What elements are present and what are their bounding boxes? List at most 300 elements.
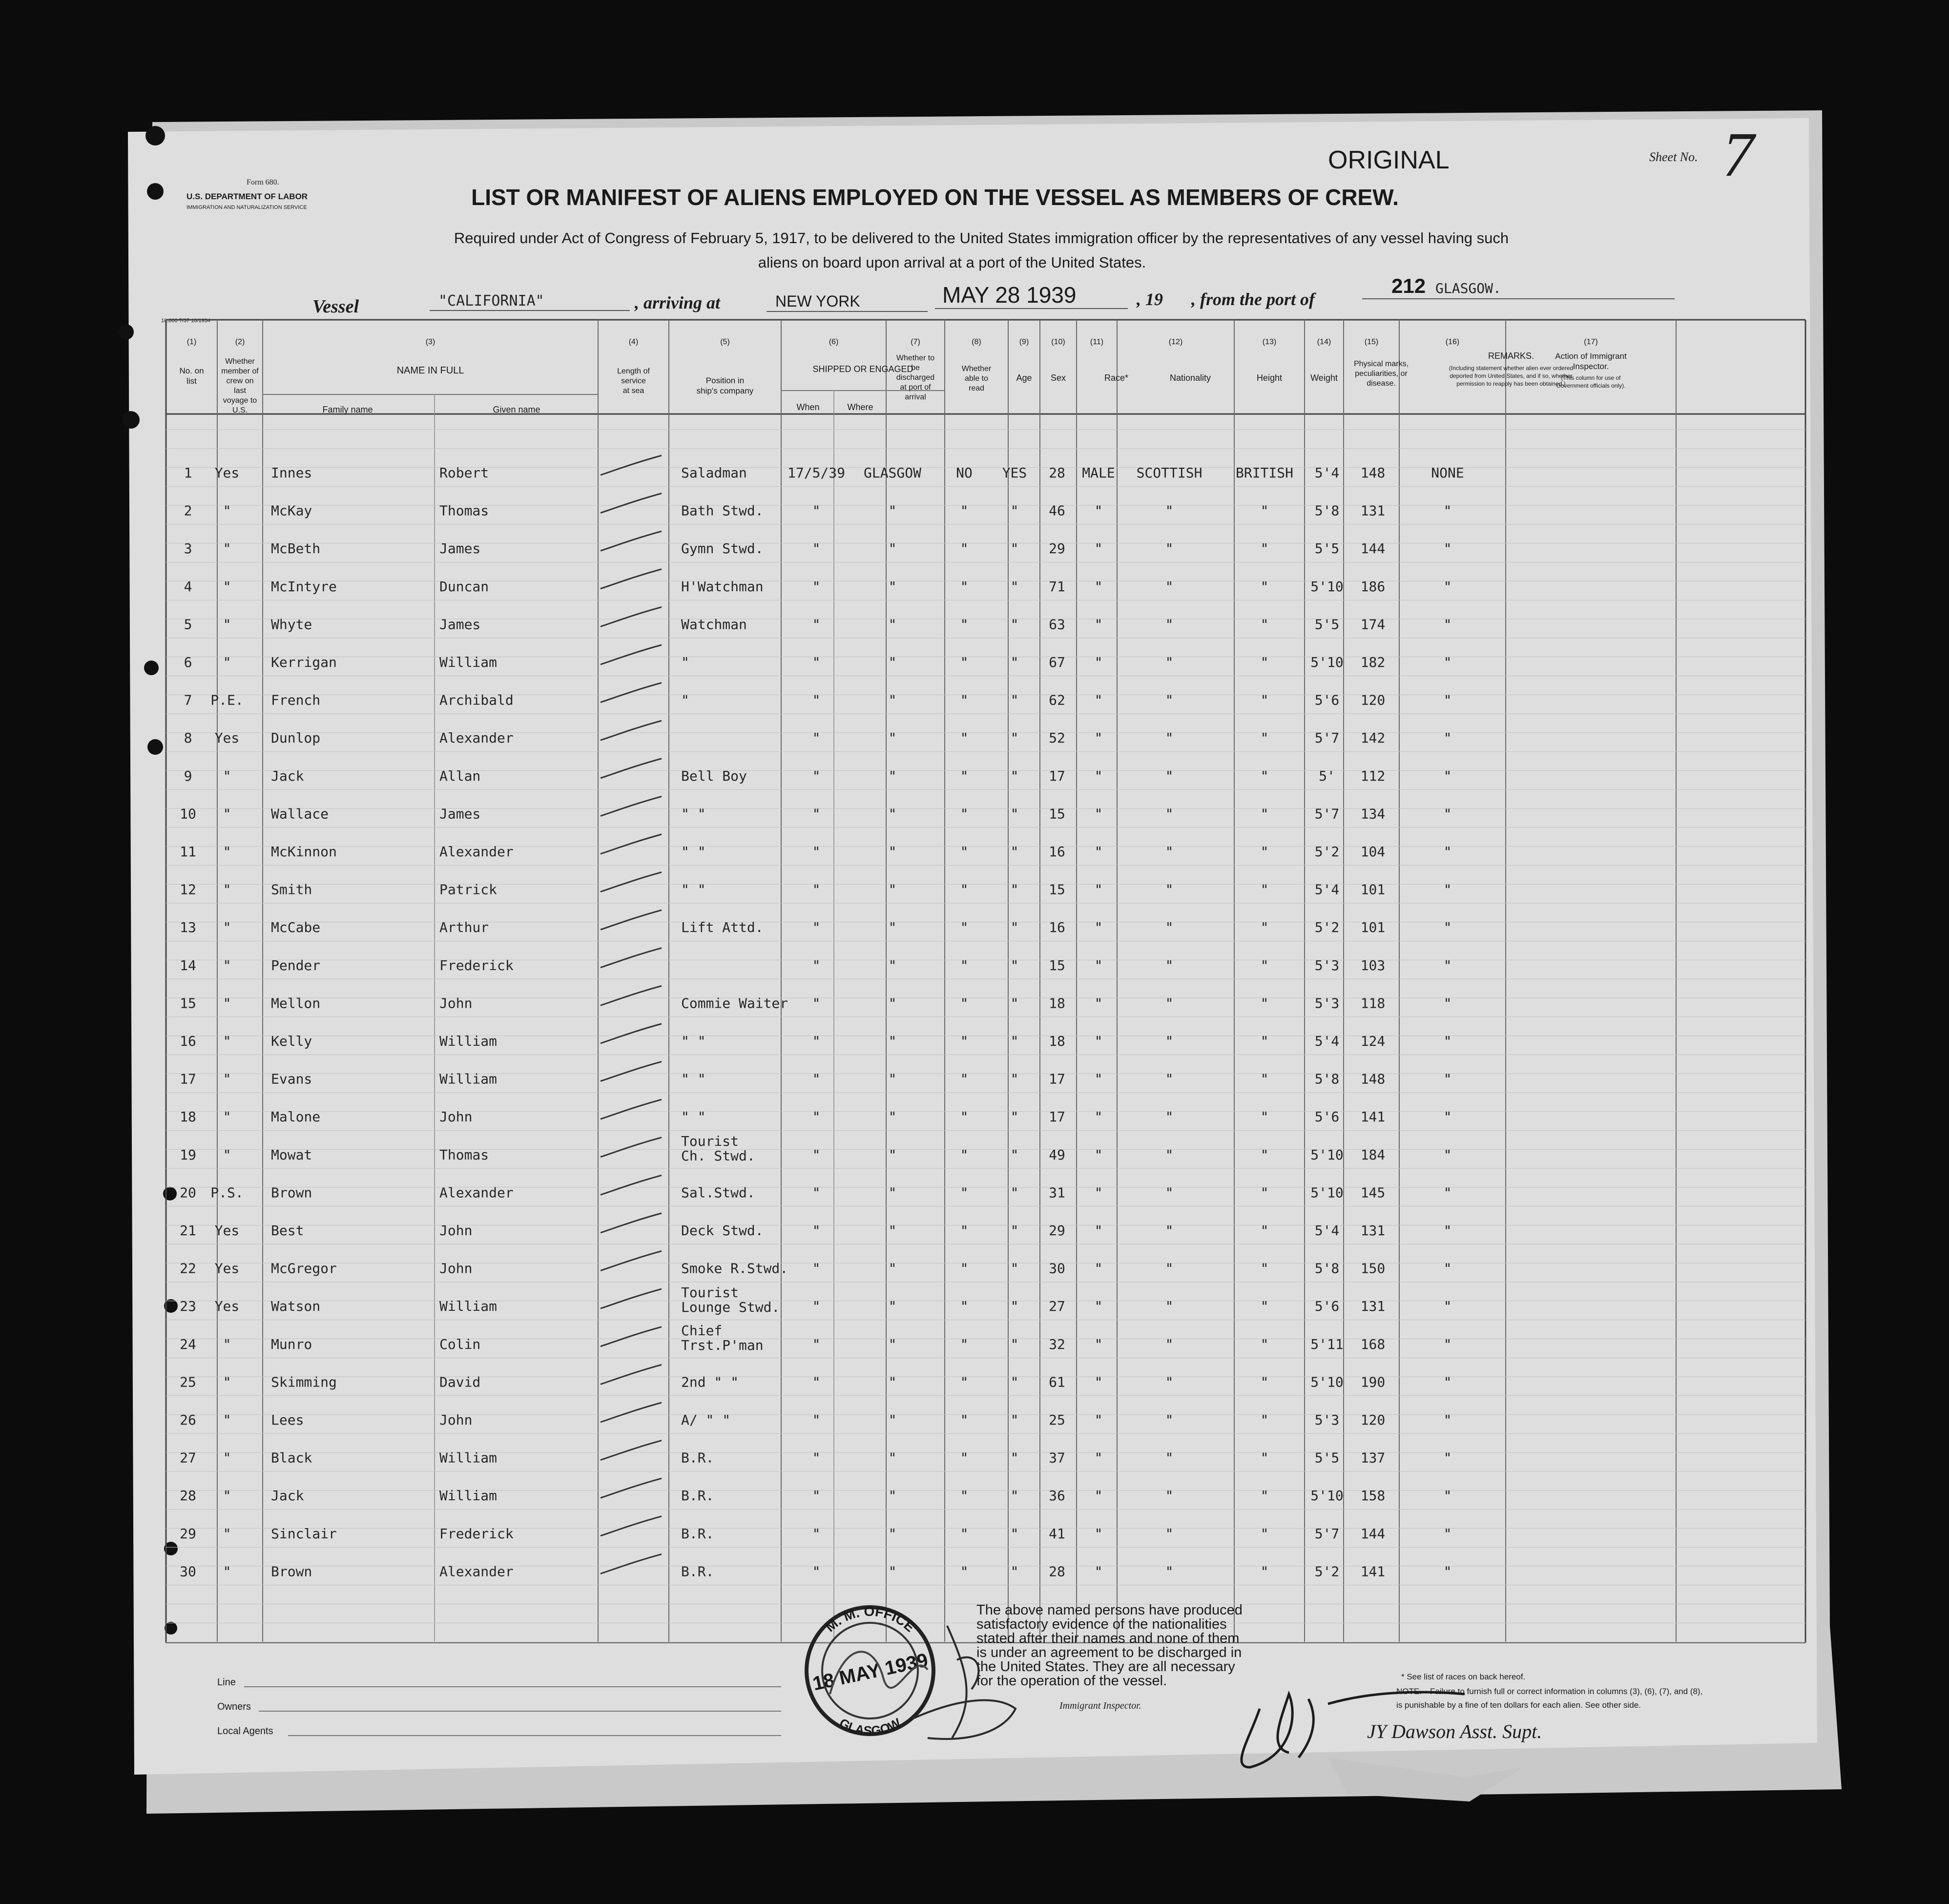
cell-marks: " [1443, 1412, 1452, 1428]
cell-read: " [1010, 1374, 1019, 1390]
cell-weight: 148 [1360, 465, 1386, 481]
cell-given: William [439, 1488, 498, 1504]
cell-read: " [1010, 844, 1019, 860]
cell-marks: " [1443, 767, 1452, 784]
cell-no: 28 [180, 1488, 196, 1504]
cell-when: " [812, 1146, 821, 1163]
cell-no: 14 [180, 957, 196, 973]
cell-height: 5'2 [1314, 1563, 1340, 1580]
header-height: Height [1256, 373, 1283, 383]
column-number: (8) [972, 338, 981, 346]
header-physical-marks: peculiarities, or [1355, 370, 1408, 378]
column-number: (7) [911, 338, 920, 346]
header-race: Race* [1104, 373, 1129, 383]
header-shipped-engaged: SHIPPED OR ENGAGED [812, 364, 913, 374]
cell-nationality: " [1260, 1336, 1269, 1352]
column-number: (11) [1090, 338, 1104, 346]
cell-height: 5'7 [1314, 730, 1340, 746]
cell-no: 15 [180, 995, 196, 1012]
cell-read: " [1010, 1109, 1019, 1125]
cell-given: William [439, 1298, 498, 1315]
cell-race: " [1165, 1449, 1174, 1466]
cell-race: " [1165, 1298, 1174, 1315]
cell-sex: " [1094, 1109, 1103, 1125]
cell-race: " [1165, 1488, 1174, 1504]
header-able-to-read: read [968, 384, 985, 393]
cell-no: 22 [180, 1260, 196, 1277]
cell-given: Duncan [439, 578, 489, 595]
cell-read: YES [1002, 465, 1027, 481]
cell-family: Kerrigan [271, 654, 337, 670]
cell-sex: " [1094, 844, 1103, 860]
cell-weight: 101 [1360, 881, 1386, 898]
cell-family: Wallace [271, 806, 329, 822]
cell-position: " " [681, 1109, 706, 1125]
cell-last: " [223, 767, 231, 784]
cell-when: " [812, 654, 821, 670]
cell-when: " [812, 1071, 821, 1087]
cell-sex: " [1094, 806, 1103, 822]
column-number: (1) [187, 338, 197, 346]
column-number: (5) [720, 338, 730, 346]
statement-line: satisfactory evidence of the nationalities [976, 1616, 1227, 1632]
cell-no: 29 [180, 1525, 196, 1542]
cell-family: McKinnon [271, 844, 337, 860]
cell-race: " [1165, 616, 1174, 633]
cell-no: 25 [180, 1374, 196, 1390]
cell-discharged: " [960, 1449, 969, 1466]
cell-when: " [812, 919, 821, 936]
cell-given: John [439, 1109, 473, 1125]
cell-sex: " [1094, 1336, 1103, 1352]
cell-race: " [1165, 730, 1174, 746]
cell-marks: " [1443, 844, 1452, 860]
cell-nationality: " [1260, 578, 1269, 595]
cell-read: " [1010, 730, 1019, 746]
cell-read: " [1010, 1563, 1019, 1580]
cell-weight: 144 [1360, 1525, 1386, 1542]
header-physical-marks: disease. [1367, 379, 1396, 388]
signature-text: JY Dawson Asst. Supt. [1367, 1720, 1542, 1742]
cell-last: " [223, 995, 231, 1012]
cell-discharged: " [960, 1412, 969, 1428]
column-number: (4) [628, 338, 639, 346]
header-when: When [796, 402, 820, 412]
cell-position: Lounge Stwd. [681, 1299, 780, 1316]
cell-marks: NONE [1431, 465, 1464, 481]
cell-age: 15 [1049, 957, 1065, 973]
cell-discharged: " [960, 957, 969, 973]
column-number: (10) [1051, 338, 1065, 346]
cell-no: 7 [184, 692, 192, 708]
cell-sex: " [1094, 1146, 1103, 1163]
cell-where: " [888, 1412, 897, 1428]
header-last-voyage: voyage to [223, 396, 257, 405]
cell-where: " [888, 1449, 897, 1466]
cell-marks: " [1443, 1184, 1452, 1201]
cell-where: " [888, 1374, 897, 1390]
cell-family: Whyte [271, 616, 312, 633]
arriving-label: , arriving at [635, 293, 721, 312]
cell-marks: " [1443, 692, 1452, 708]
cell-marks: " [1443, 1525, 1452, 1542]
cell-last: P.S. [210, 1184, 244, 1201]
cell-marks: " [1443, 1109, 1452, 1125]
cell-family: Dunlop [271, 730, 321, 746]
cell-where: " [888, 654, 897, 670]
cell-when: " [812, 995, 821, 1012]
cell-where: " [888, 957, 897, 973]
cell-marks: " [1443, 1071, 1452, 1087]
cell-height: 5'10 [1310, 1184, 1344, 1201]
cell-position: Sal.Stwd. [681, 1184, 755, 1201]
cell-no: 21 [180, 1222, 196, 1239]
column-number: (17) [1584, 338, 1598, 346]
cell-race: " [1165, 692, 1174, 708]
cell-last: " [223, 1033, 231, 1049]
page-title: LIST OR MANIFEST OF ALIENS EMPLOYED ON THE VESSEL AS MEMBERS OF CREW. [471, 185, 1399, 210]
statement-line: is under an agreement to be discharged in [976, 1645, 1242, 1660]
cell-position: Bath Stwd. [681, 502, 764, 519]
header-length-of-service: Length of [617, 367, 650, 375]
cell-nationality: " [1260, 1488, 1269, 1504]
cell-read: " [1010, 654, 1019, 670]
cell-last: " [223, 616, 231, 633]
cell-age: 15 [1049, 806, 1065, 822]
original-stamp: ORIGINAL [1328, 146, 1450, 174]
cell-discharged: " [960, 1298, 969, 1315]
cell-read: " [1010, 806, 1019, 822]
header-last-voyage: Whether [225, 357, 255, 366]
cell-sex: " [1094, 578, 1103, 595]
cell-no: 2 [184, 502, 192, 519]
cell-no: 27 [180, 1449, 196, 1466]
header-discharged: discharged [896, 373, 935, 382]
cell-position: Ch. Stwd. [681, 1147, 755, 1164]
cell-height: 5'6 [1314, 1109, 1340, 1125]
cell-position: " " [681, 881, 706, 898]
cell-weight: 131 [1360, 502, 1386, 519]
cell-where: " [888, 1298, 897, 1315]
cell-nationality: " [1260, 1146, 1269, 1163]
column-number: (15) [1364, 338, 1379, 346]
cell-discharged: " [960, 1222, 969, 1239]
cell-family: Black [271, 1449, 312, 1466]
column-number: (6) [829, 338, 839, 346]
cell-weight: 184 [1360, 1146, 1386, 1163]
cell-weight: 150 [1360, 1260, 1386, 1277]
from-port: GLASGOW. [1435, 280, 1501, 296]
header-remarks: REMARKS. [1488, 351, 1534, 361]
cell-no: 8 [184, 730, 192, 746]
cell-age: 52 [1049, 730, 1065, 746]
cell-read: " [1010, 1222, 1019, 1239]
cell-where: " [888, 1146, 897, 1163]
cell-where: " [888, 1525, 897, 1542]
cell-when: " [812, 578, 821, 595]
cell-nationality: " [1260, 844, 1269, 860]
cell-when: " [812, 1184, 821, 1201]
cell-age: 67 [1049, 654, 1065, 670]
column-number: (12) [1168, 338, 1183, 346]
cell-last: " [223, 881, 231, 898]
cell-where: " [888, 1033, 897, 1049]
cell-nationality: " [1260, 1563, 1269, 1580]
cell-age: 25 [1049, 1412, 1065, 1428]
cell-where: " [888, 578, 897, 595]
cell-position: Watchman [681, 616, 747, 633]
cell-age: 41 [1049, 1525, 1065, 1542]
cell-marks: " [1443, 1374, 1452, 1390]
cell-race: " [1165, 919, 1174, 936]
cell-discharged: " [960, 995, 969, 1012]
cell-marks: " [1443, 730, 1452, 746]
header-able-to-read: Whether [961, 365, 992, 373]
cell-sex: " [1094, 919, 1103, 936]
header-length-of-service: at sea [622, 387, 644, 395]
cell-marks: " [1443, 616, 1452, 633]
cell-where: GLASGOW [863, 465, 922, 481]
cell-no: 30 [180, 1563, 196, 1580]
cell-family: Jack [271, 1488, 304, 1504]
cell-last: " [223, 1071, 231, 1087]
cell-family: McIntyre [271, 578, 337, 595]
cell-position: Commie Waiter [681, 995, 788, 1012]
cell-weight: 174 [1360, 616, 1386, 633]
header-inspector-action: Action of Immigrant [1555, 352, 1627, 361]
cell-height: 5'11 [1310, 1336, 1344, 1352]
cell-nationality: " [1260, 1109, 1269, 1125]
cell-given: James [439, 616, 481, 633]
form-number: Form 680. [247, 178, 279, 186]
arriving-port: NEW YORK [775, 292, 860, 310]
cell-when: " [812, 1298, 821, 1315]
cell-discharged: " [960, 692, 969, 708]
cell-read: " [1010, 1488, 1019, 1504]
cell-age: 49 [1049, 1146, 1065, 1163]
cell-position: Deck Stwd. [681, 1222, 764, 1239]
cell-discharged: " [960, 806, 969, 822]
cell-given: Alexander [439, 1184, 514, 1201]
cell-read: " [1010, 881, 1019, 898]
cell-read: " [1010, 1260, 1019, 1277]
cell-age: 30 [1049, 1260, 1065, 1277]
cell-nationality: " [1260, 957, 1269, 973]
cell-when: " [812, 1374, 821, 1390]
cell-position: A/ " " [681, 1412, 731, 1428]
cell-marks: " [1443, 881, 1452, 898]
cell-race: " [1165, 1184, 1174, 1201]
cell-age: 18 [1049, 995, 1065, 1012]
statement-line: The above named persons have produced [976, 1602, 1243, 1618]
cell-sex: " [1094, 1033, 1103, 1049]
cell-read: " [1010, 1184, 1019, 1201]
cell-nationality: " [1260, 806, 1269, 822]
vessel-name: "CALIFORNIA" [438, 292, 544, 310]
header-position: ship's company [696, 386, 754, 395]
cell-weight: 144 [1360, 540, 1386, 557]
cell-sex: " [1094, 1412, 1103, 1428]
cell-age: 17 [1049, 1109, 1065, 1125]
cell-nationality: " [1260, 995, 1269, 1012]
cell-age: 17 [1049, 767, 1065, 784]
cell-where: " [888, 919, 897, 936]
header-discharged: at port of [900, 383, 931, 392]
cell-weight: 145 [1360, 1184, 1386, 1201]
cell-nationality: " [1260, 654, 1269, 670]
cell-no: 20 [180, 1184, 196, 1201]
cell-position: Bell Boy [681, 767, 747, 784]
cell-nationality: " [1260, 1184, 1269, 1201]
cell-weight: 137 [1360, 1449, 1386, 1466]
cell-given: Patrick [439, 881, 498, 898]
cell-nationality: " [1260, 919, 1269, 936]
header-last-voyage: crew on [226, 377, 254, 385]
cell-family: French [271, 692, 321, 708]
cell-family: Sinclair [271, 1525, 337, 1542]
cell-position: H'Watchman [681, 578, 764, 595]
cell-discharged: NO [956, 465, 973, 481]
cell-when: " [812, 1488, 821, 1504]
cell-weight: 190 [1360, 1374, 1386, 1390]
cell-height: 5'7 [1314, 806, 1340, 822]
column-number: (9) [1019, 338, 1029, 346]
cell-sex: " [1094, 1260, 1103, 1277]
cell-discharged: " [960, 1260, 969, 1277]
cell-age: 28 [1049, 465, 1065, 481]
cell-read: " [1010, 1412, 1019, 1428]
cell-given: Archibald [439, 692, 514, 708]
cell-last: " [223, 806, 231, 822]
header-where: Where [847, 402, 873, 412]
year-label: , 19 [1137, 290, 1163, 309]
cell-read: " [1010, 919, 1019, 936]
cell-given: Alexander [439, 730, 514, 746]
cell-family: Lees [271, 1412, 304, 1428]
cell-discharged: " [960, 1525, 969, 1542]
cell-race: " [1165, 1033, 1174, 1049]
cell-sex: " [1094, 1071, 1103, 1087]
cell-last: " [223, 540, 231, 557]
column-number: (16) [1445, 338, 1460, 346]
cell-family: Munro [271, 1336, 312, 1352]
cell-marks: " [1443, 502, 1452, 519]
cell-given: Colin [439, 1336, 481, 1352]
cell-when: " [812, 502, 821, 519]
cell-where: " [888, 1109, 897, 1125]
vessel-label: Vessel [312, 296, 359, 317]
cell-last: " [223, 1374, 231, 1390]
cell-height: 5'7 [1314, 1525, 1340, 1542]
cell-position: Saladman [681, 465, 747, 481]
header-no-on-list: No. on [179, 366, 204, 375]
cell-read: " [1010, 616, 1019, 633]
cell-marks: " [1443, 1260, 1452, 1277]
subtitle-line-1: Required under Act of Congress of February 5, 1917, to be delivered to the United States immigration officer by the representatives of any vessel having such [454, 229, 1509, 247]
cell-family: McKay [271, 502, 312, 519]
cell-read: " [1010, 578, 1019, 595]
cell-where: " [888, 616, 897, 633]
cell-weight: 141 [1360, 1563, 1386, 1580]
cell-when: " [812, 806, 821, 822]
cell-height: 5'6 [1314, 1298, 1340, 1315]
cell-weight: 101 [1360, 919, 1386, 936]
cell-race: " [1165, 1222, 1174, 1239]
cell-given: William [439, 1071, 498, 1087]
cell-weight: 134 [1360, 806, 1386, 822]
cell-weight: 131 [1360, 1222, 1386, 1239]
cell-discharged: " [960, 1336, 969, 1352]
cell-race: " [1165, 1260, 1174, 1277]
cell-discharged: " [960, 654, 969, 670]
cell-height: 5'8 [1314, 502, 1340, 519]
cell-weight: 142 [1360, 730, 1386, 746]
cell-height: 5'8 [1314, 1260, 1340, 1277]
cell-nationality: " [1260, 1298, 1269, 1315]
statement-line: stated after their names and none of them [976, 1631, 1240, 1646]
cell-no: 17 [180, 1071, 196, 1087]
cell-no: 18 [180, 1109, 196, 1125]
cell-discharged: " [960, 1488, 969, 1504]
cell-nationality: " [1260, 767, 1269, 784]
cell-race: " [1165, 1374, 1174, 1390]
header-able-to-read: able to [964, 374, 989, 383]
cell-marks: " [1443, 578, 1452, 595]
cell-family: Brown [271, 1563, 312, 1580]
header-discharged: Whether to [896, 354, 935, 362]
cell-where: " [888, 1222, 897, 1239]
cell-age: 15 [1049, 881, 1065, 898]
cell-height: 5'3 [1314, 1412, 1340, 1428]
line-label: Line [217, 1677, 236, 1688]
cell-no: 9 [184, 767, 192, 784]
cell-height: 5'4 [1314, 1222, 1340, 1239]
cell-age: 29 [1049, 1222, 1065, 1239]
header-sex: Sex [1050, 373, 1066, 383]
cell-discharged: " [960, 616, 969, 633]
cell-given: David [439, 1374, 481, 1390]
cell-height: 5'2 [1314, 919, 1340, 936]
cell-last: " [223, 1109, 231, 1125]
cell-last: " [223, 578, 231, 595]
cell-given: James [439, 540, 481, 557]
cell-no: 13 [180, 919, 196, 936]
header-discharged: be [911, 364, 920, 372]
cell-when: " [812, 881, 821, 898]
cell-nationality: " [1260, 1260, 1269, 1277]
cell-position: 2nd " " [681, 1374, 739, 1390]
cell-weight: 148 [1360, 1071, 1386, 1087]
cell-given: John [439, 1222, 473, 1239]
cell-position: Tourist [681, 1284, 739, 1301]
cell-age: 46 [1049, 502, 1065, 519]
cell-nationality: " [1260, 1412, 1269, 1428]
cell-read: " [1010, 502, 1019, 519]
cell-position: B.R. [681, 1563, 714, 1580]
cell-family: McCabe [271, 919, 321, 936]
cell-where: " [888, 540, 897, 557]
cell-sex: " [1094, 730, 1103, 746]
header-remarks-note: (Including statement whether alien ever ordered [1449, 365, 1574, 372]
cell-family: Jack [271, 767, 304, 784]
cell-sex: " [1094, 1563, 1103, 1580]
cell-read: " [1010, 1298, 1019, 1315]
header-name-in-full: NAME IN FULL [396, 365, 464, 376]
cell-no: 3 [184, 540, 192, 557]
cell-last: " [223, 1146, 231, 1163]
cell-last: " [223, 919, 231, 936]
cell-marks: " [1443, 1146, 1452, 1163]
